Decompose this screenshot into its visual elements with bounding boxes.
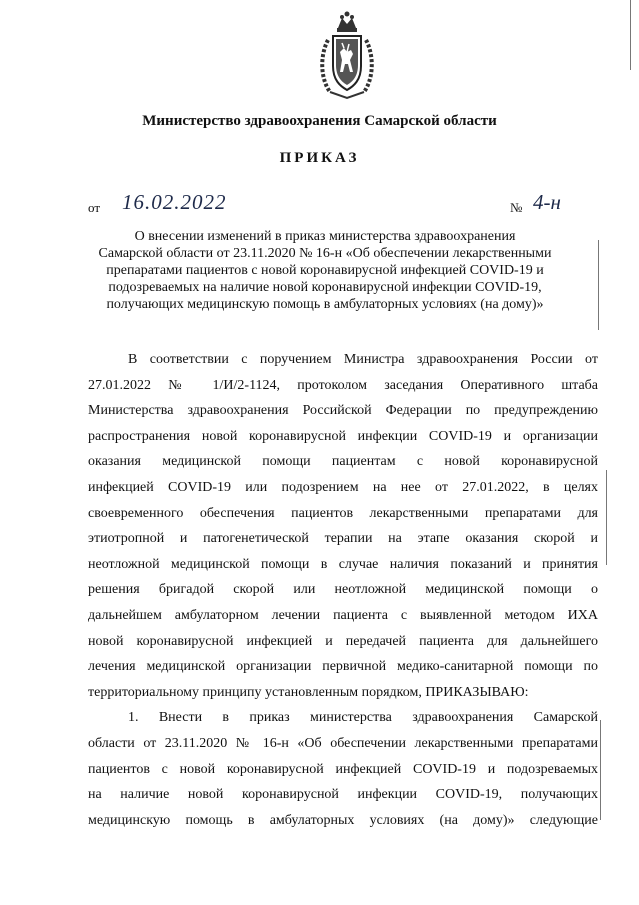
body-line: лечения медицинской организации первичной медико-санитарной помощи по: [88, 659, 598, 675]
order-body: [88, 347, 598, 833]
scan-edge-line: [630, 0, 631, 70]
scan-edge-line: [600, 720, 601, 820]
body-line: территориальному принципу установленным порядком, ПРИКАЗЫВАЮ:: [88, 684, 529, 700]
body-line: решения бригадой скорой или неотложной медицинской помощи о: [88, 582, 598, 598]
subject-line: О внесении изменений в приказ министерства здравоохранения: [134, 229, 516, 244]
samara-coat-of-arms-icon: [316, 10, 378, 102]
body-line: инфекцией COVID-19 или подозрением на нее от 27.01.2022, в целях: [88, 479, 598, 495]
body-line: дальнейшем амбулаторном лечении пациента с выявленной методом ИХА: [88, 607, 598, 623]
body-line: на наличие новой коронавирусной инфекции COVID-19, получающих: [88, 787, 598, 803]
body-line: Министерства здравоохранения Российской Федерации по предупреждению: [88, 403, 598, 419]
body-line: этиотропной и патогенетической терапии на этапе оказания скорой и: [88, 531, 598, 547]
body-line: неотложной медицинской помощи в случае наличия показаний и принятия: [88, 556, 598, 572]
date-handwritten: 16.02.2022: [122, 190, 227, 214]
body-line: В соответствии с поручением Министра здравоохранения России от: [128, 352, 598, 367]
body-line: медицинскую помощь в амбулаторных условиях (на дому)» следующие: [88, 812, 598, 828]
body-line: 1. Внести в приказ министерства здравоохранения Самарской: [128, 710, 598, 726]
scan-edge-line: [606, 470, 607, 565]
subject-line: получающих медицинскую помощь в амбулаторных условиях (на дому)»: [106, 297, 544, 312]
subject-line: Самарской области от 23.11.2020 № 16-н «Об обеспечении лекарственными: [98, 246, 552, 261]
order-subject: [90, 228, 560, 313]
body-line: новой коронавирусной инфекцией и передачей пациента для дальнейшего: [88, 633, 598, 649]
scan-edge-line: [598, 240, 599, 330]
date-label: от: [88, 200, 101, 215]
number-label: №: [510, 200, 523, 215]
body-line: пациентов с новой коронавирусной инфекцией COVID-19 и подозреваемых: [88, 761, 598, 777]
subject-line: препаратами пациентов с новой коронавирусной инфекцией COVID-19 и: [106, 263, 544, 278]
body-line: распространения новой коронавирусной инфекции COVID-19 и организации: [88, 428, 598, 444]
number-handwritten: 4-н: [533, 190, 561, 214]
document-type-title: ПРИКАЗ: [279, 150, 360, 166]
ministry-name: Министерство здравоохранения Самарской области: [142, 113, 497, 129]
subject-line: подозреваемых на наличие новой коронавирусной инфекции COVID-19,: [108, 280, 542, 295]
body-line: оказания медицинской помощи пациентам с новой коронавирусной: [88, 454, 598, 470]
body-line: своевременного обеспечения пациентов лекарственными препаратами для: [88, 505, 598, 521]
body-line: 27.01.2022 № 1/И/2-1124, протоколом заседания Оперативного штаба: [88, 377, 598, 393]
body-line: области от 23.11.2020 № 16-н «Об обеспечении лекарственными препаратами: [88, 735, 598, 751]
